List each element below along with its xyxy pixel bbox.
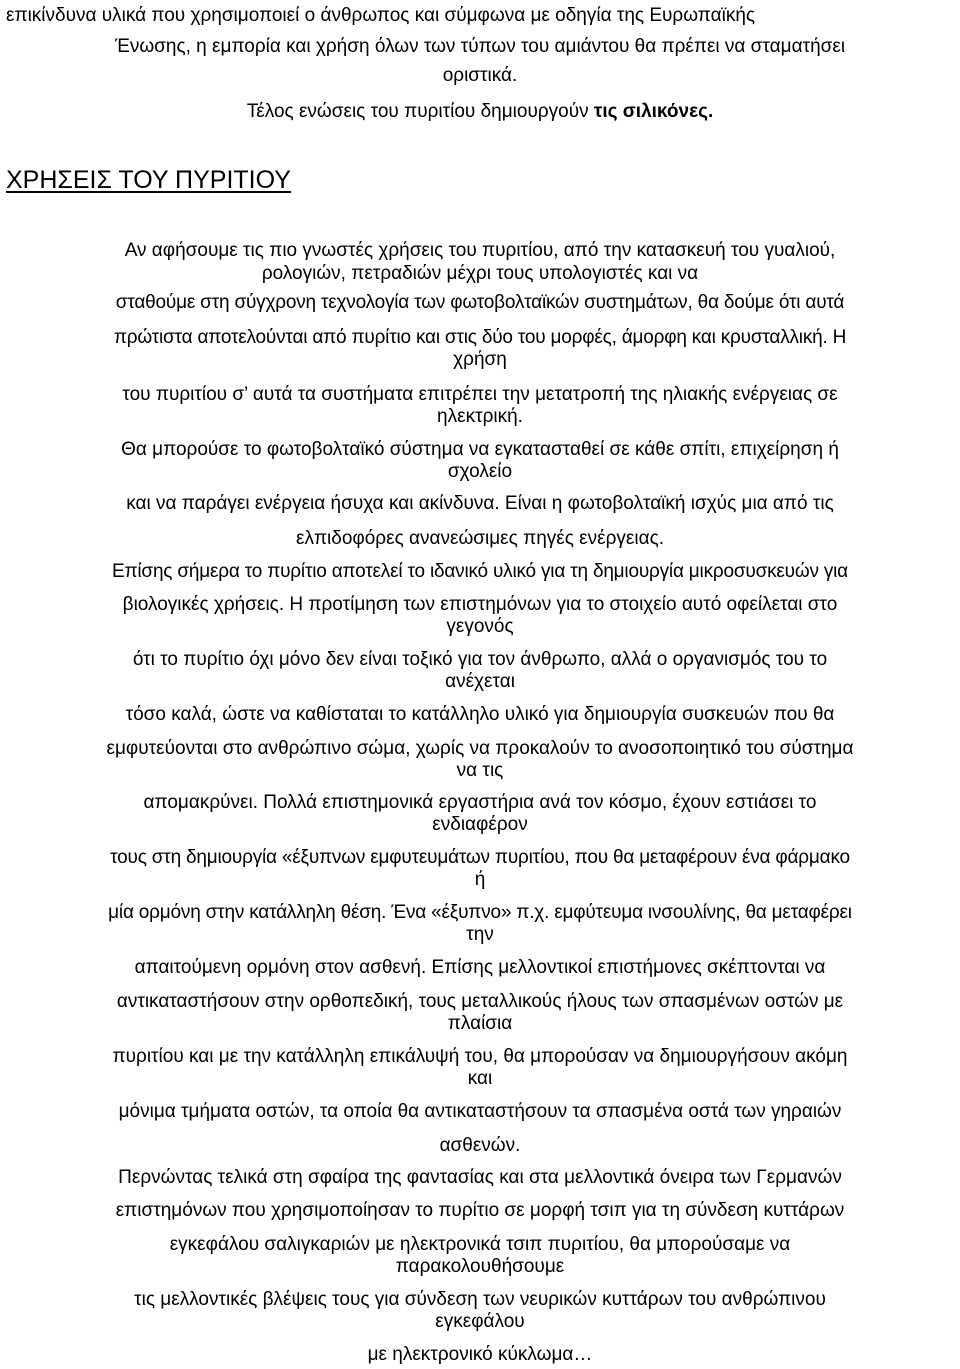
body-line: με ηλεκτρονικό κύκλωμα… (367, 1344, 593, 1365)
body-line: μία ορμόνη στην κατάλληλη θέση. Ένα «έξυπνο» π.χ. εμφύτευμα ινσουλίνης, θα μεταφέρει (108, 902, 852, 923)
body-line: την (466, 924, 494, 945)
body-line: και να παράγει ενέργεια ήσυχα και ακίνδυνα. Είναι η φωτοβολταϊκή ισχύς μια από τις (126, 493, 834, 514)
body-line: ενδιαφέρον (432, 814, 528, 835)
body-line: ότι το πυρίτιο όχι μόνο δεν είναι τοξικό για τον άνθρωπο, αλλά ο οργανισμός του το (132, 649, 828, 670)
body-line: Θα μπορούσε το φωτοβολταϊκό σύστημα να εγκατασταθεί σε κάθε σπίτι, επιχείρηση ή (121, 439, 839, 460)
body-line: ασθενών. (439, 1135, 521, 1156)
intro-line-2: Ένωσης, η εμπορία και χρήση όλων των τύπων του αμιάντου θα πρέπει να σταματήσει (114, 36, 846, 57)
body-line: τόσο καλά, ώστε να καθίσταται το κατάλληλο υλικό για δημιουργία συσκευών που θα (125, 704, 835, 725)
section-heading: ΧΡΗΣΕΙΣ ΤΟΥ ΠΥΡΙΤΙΟΥ (6, 166, 291, 194)
body-line: και (467, 1068, 493, 1089)
intro-line-4 (0, 101, 960, 123)
body-line: χρήση (453, 349, 507, 370)
body-line: γεγονός (446, 616, 514, 637)
body-line: πρώτιστα αποτελούνται από πυρίτιο και στις δύο του μορφές, άμορφη και κρυσταλλική. Η (113, 327, 847, 348)
body-line: εμφυτεύονται στο ανθρώπινο σώμα, χωρίς να προκαλούν το ανοσοποιητικό του σύστημα (106, 738, 854, 759)
body-line: απομακρύνει. Πολλά επιστημονικά εργαστήρια ανά τον κόσμο, έχουν εστιάσει το (143, 792, 817, 813)
body-line: ανέχεται (445, 671, 515, 692)
body-line: Αν αφήσουμε τις πιο γνωστές χρήσεις του πυριτίου, από την κατασκευή του γυαλιού, (124, 240, 836, 261)
body-line: τις μελλοντικές βλέψεις τους για σύνδεση των νευρικών κυττάρων του ανθρώπινου (134, 1289, 826, 1310)
body-line: Περνώντας τελικά στη σφαίρα της φαντασίας και στα μελλοντικά όνειρα των Γερμανών (118, 1167, 842, 1188)
body-line: επιστημόνων που χρησιμοποίησαν το πυρίτιο σε μορφή τσιπ για τη σύνδεση κυττάρων (115, 1200, 845, 1221)
body-line: μόνιμα τμήματα οστών, τα οποία θα αντικαταστήσουν τα σπασμένα οστά των γηραιών (118, 1101, 842, 1122)
body-line: απαιτούμενη ορμόνη στον ασθενή. Επίσης μελλοντικοί επιστήμονες σκέπτονται να (134, 957, 826, 978)
body-line: βιολογικές χρήσεις. Η προτίμηση των επιστημόνων για το στοιχείο αυτό οφείλεται στο (122, 594, 838, 615)
body-line: παρακολουθήσουμε (395, 1256, 565, 1277)
body-line: Επίσης σήμερα το πυρίτιο αποτελεί το ιδανικό υλικό για τη δημιουργία μικροσυσκευών για (112, 561, 848, 582)
body-line: αντικαταστήσουν στην ορθοπεδική, τους μεταλλικούς ήλους των σπασμένων οστών με (116, 991, 844, 1012)
body-line: εγκεφάλου σαλιγκαριών με ηλεκτρονικά τσιπ πυριτίου, θα μπορούσαμε να (169, 1234, 791, 1255)
body-line: ηλεκτρική. (437, 406, 523, 427)
body-line: ελπιδοφόρες ανανεώσιμες πηγές ενέργειας. (295, 528, 665, 549)
body-line: του πυριτίου σ’ αυτά τα συστήματα επιτρέπει την μετατροπή της ηλιακής ενέργειας σε (122, 384, 838, 405)
body-line: σχολείο (447, 461, 513, 482)
silicones-bold-text: τις σιλικόνες. (593, 101, 714, 122)
body-line: τους στη δημιουργία «έξυπνων εμφυτευμάτων πυριτίου, που θα μεταφέρουν ένα φάρμακο (110, 847, 850, 868)
body-line: πλαίσια (447, 1013, 513, 1034)
intro-line-4-text: Τέλος ενώσεις του πυριτίου δημιουργούν (246, 101, 594, 122)
body-line: ρολογιών, πετραδιών μέχρι τους υπολογιστές και να (261, 263, 699, 284)
body-line: σταθούμε στη σύγχρονη τεχνολογία των φωτοβολταϊκών συστημάτων, θα δούμε ότι αυτά (115, 292, 845, 313)
body-line: να τις (456, 760, 504, 781)
intro-line-1: επικίνδυνα υλικά που χρησιμοποιεί ο άνθρωπος και σύμφωνα με οδηγία της Ευρωπαϊκής (6, 5, 756, 26)
body-line: εγκεφάλου (435, 1311, 525, 1332)
body-line: ή (474, 869, 486, 890)
intro-line-3: οριστικά. (442, 65, 518, 86)
body-line: πυριτίου και με την κατάλληλη επικάλυψή του, θα μπορούσαν να δημιουργήσουν ακόμη (112, 1046, 848, 1067)
